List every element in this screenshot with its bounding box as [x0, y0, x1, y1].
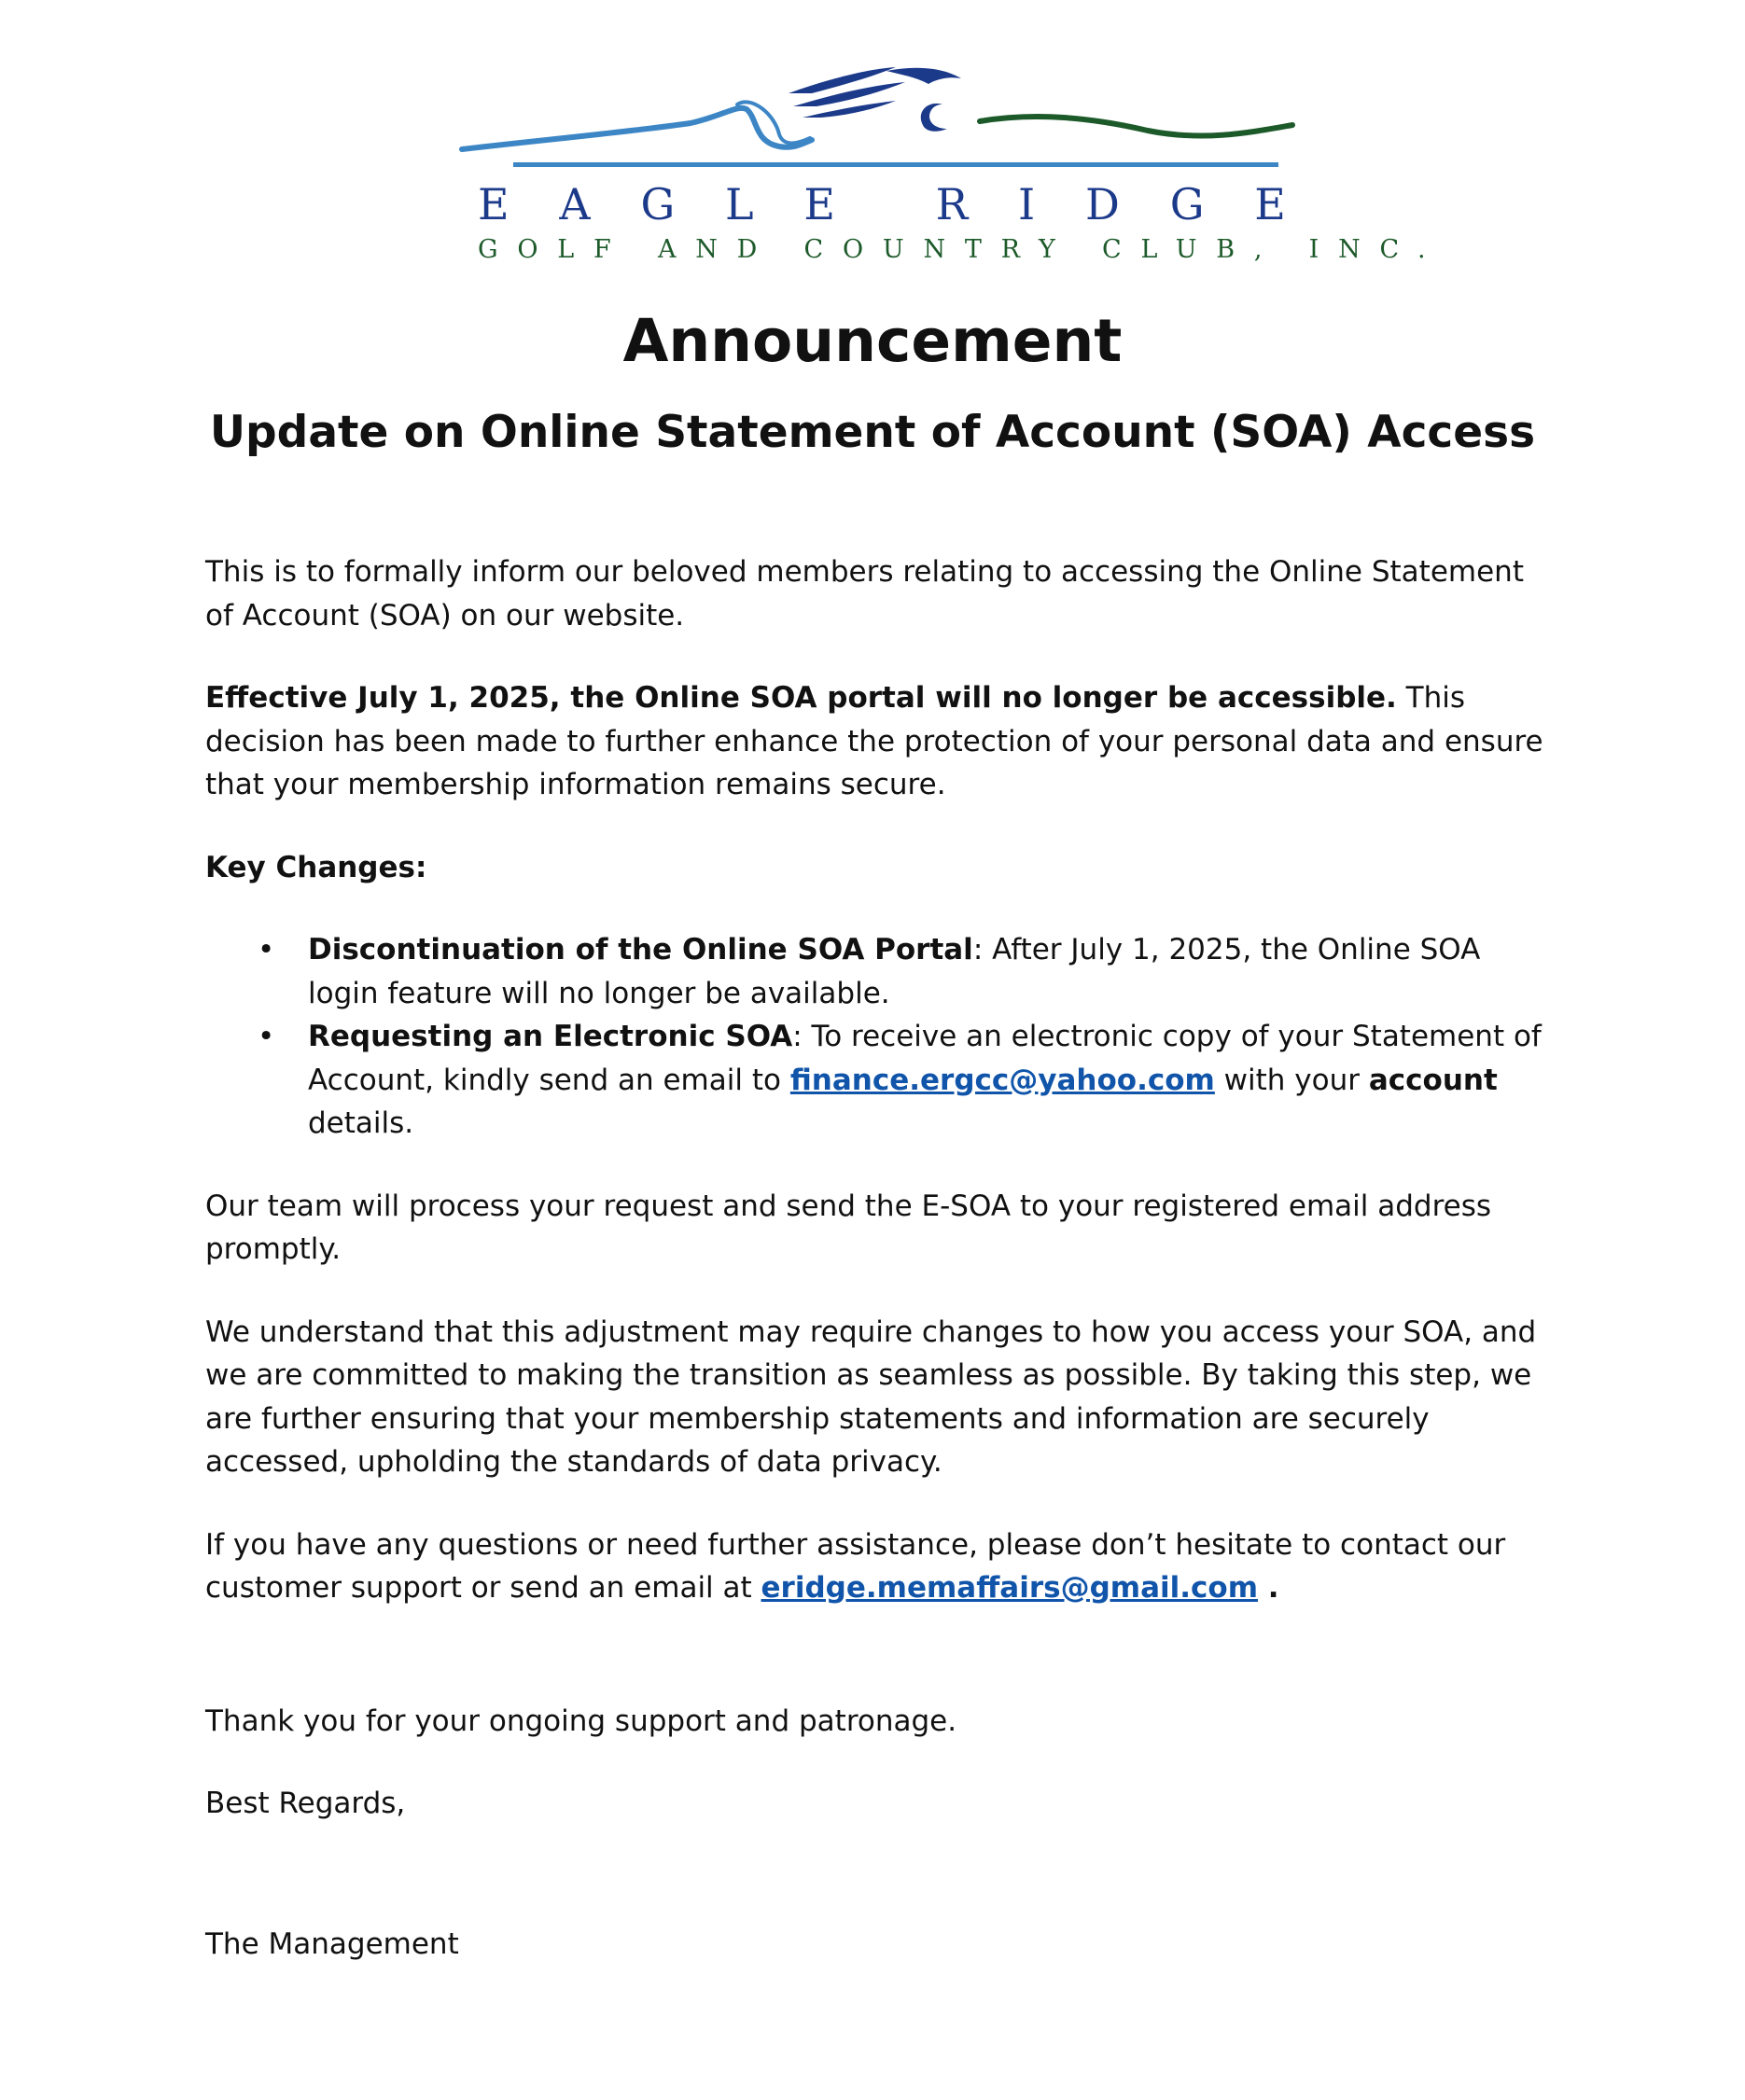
bullet-text: details.	[308, 1106, 414, 1140]
logo-letter: I	[1018, 179, 1036, 229]
logo-blue-wave	[462, 108, 812, 149]
logo-letter: G	[1169, 179, 1205, 229]
logo-eagle-head	[886, 68, 961, 84]
contact-paragraph: If you have any questions or need further assistance, please don’t hesitate to contact our customer support or send an email at eridge.memaffairs@gmail.com .	[205, 1527, 1506, 1605]
logo-letter: A	[559, 179, 591, 229]
member-affairs-email-link[interactable]: eridge.memaffairs@gmail.com	[761, 1571, 1259, 1605]
logo-underline-bar	[513, 162, 1278, 167]
effective-reason: This decision has been made to further enhance the protection of your personal data and ensure that your membership information remains secure.	[205, 681, 1543, 801]
thanks-line: Thank you for your ongoing support and patronage.	[205, 1704, 957, 1738]
signature-line: The Management	[205, 1926, 459, 1961]
logo-letter: G	[640, 179, 676, 229]
bullet-text: : After July 1, 2025, the Online SOA login feature will no longer be available.	[308, 933, 1481, 1010]
key-changes-heading: Key Changes:	[205, 850, 427, 884]
logo-letter: D	[1085, 179, 1120, 229]
key-changes-list	[205, 928, 1549, 1146]
logo-letter: E	[1254, 179, 1286, 229]
understand-paragraph: We understand that this adjustment may require changes to how you access your SOA, and we are committed to making the transition as seamless as possible. By taking this step, we are further ensuring that your membership statements and information are securely accessed, upholding the standards of data privacy.	[205, 1314, 1537, 1479]
process-paragraph: Our team will process your request and send the E-SOA to your registered email address promptly.	[205, 1189, 1492, 1266]
finance-email-link[interactable]: finance.ergcc@yahoo.com	[789, 1063, 1215, 1097]
announcement-body	[205, 550, 1549, 1966]
bullet-title: Requesting an Electronic SOA	[308, 1020, 793, 1053]
logo-club-name	[457, 179, 1297, 229]
logo-letter: L	[725, 179, 754, 229]
logo-letter: E	[478, 179, 510, 229]
list-item	[205, 1015, 1549, 1146]
logo-eagle-beak	[921, 104, 947, 132]
logo-letter: E	[803, 179, 835, 229]
effective-paragraph	[205, 676, 1549, 807]
logo-letter: R	[935, 179, 969, 229]
eagle-ridge-logo-graphic	[457, 58, 1297, 179]
page-subtitle: Update on Online Statement of Account (SOA) Access	[209, 407, 1536, 458]
bullet-bold-word: account	[1368, 1063, 1498, 1097]
club-logo	[457, 58, 1445, 264]
regards-line: Best Regards,	[205, 1787, 406, 1820]
effective-date-notice: Effective July 1, 2025, the Online SOA portal will no longer be accessible.	[205, 681, 1397, 715]
bullet-text: with your	[1214, 1063, 1369, 1097]
page-title: Announcement	[622, 307, 1123, 375]
list-item	[205, 928, 1549, 1015]
intro-paragraph: This is to formally inform our beloved members relating to accessing the Online Statement of Account (SOA) on our website.	[205, 555, 1524, 633]
bullet-text: : To receive an electronic copy of your Statement of Account, kindly send an email to	[308, 1020, 1542, 1097]
bullet-title: Discontinuation of the Online SOA Portal	[308, 933, 973, 967]
logo-tagline: GOLF AND COUNTRY CLUB, INC.	[478, 235, 1445, 264]
logo-green-wave	[980, 117, 1292, 136]
